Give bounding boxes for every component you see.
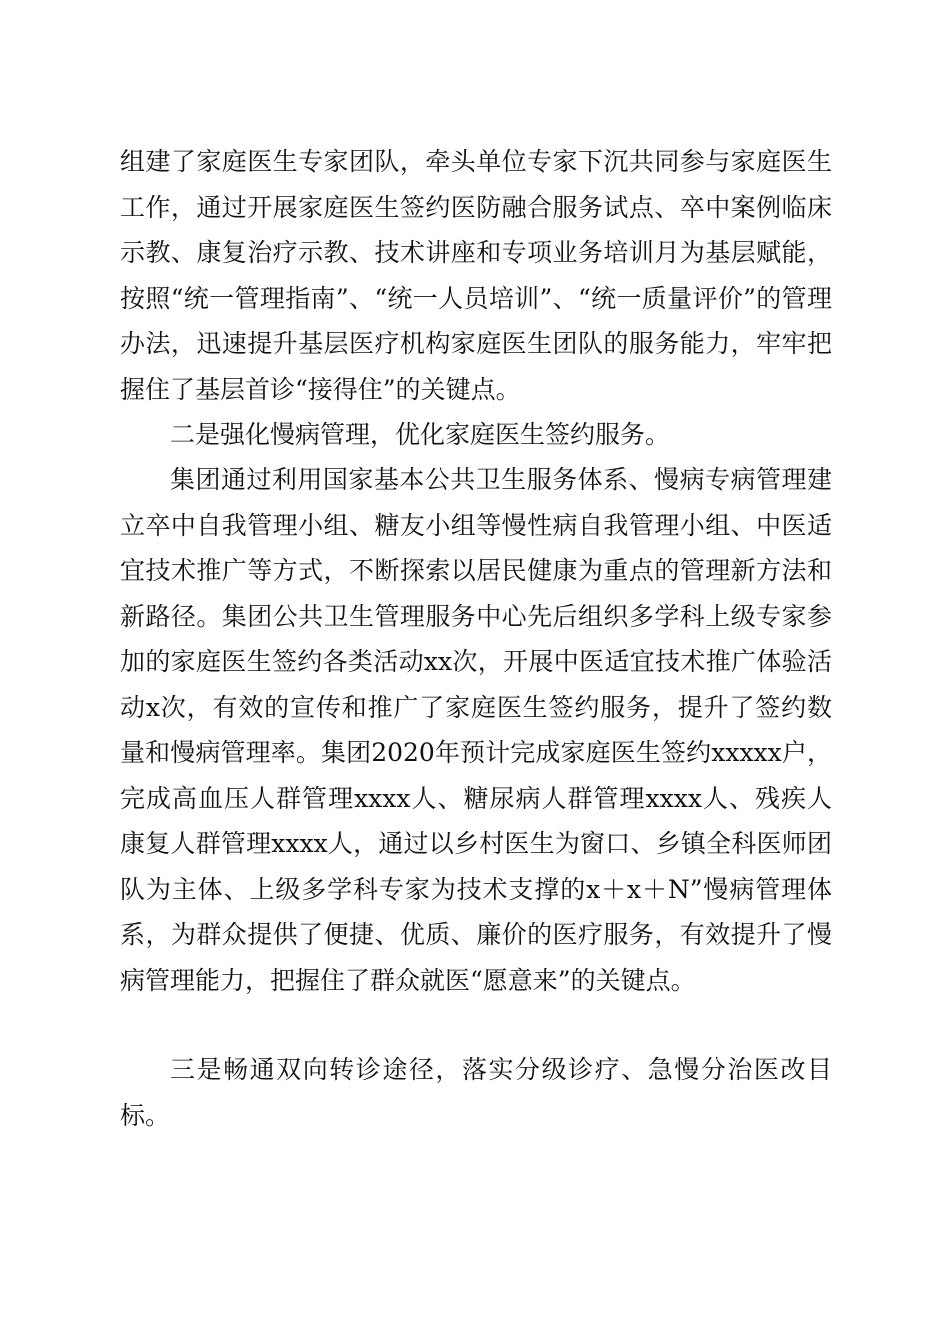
- paragraph-heading-chronic-disease: 二是强化慢病管理，优化家庭医生签约服务。: [170, 420, 671, 449]
- paragraph-chronic-disease-management: 集团通过利用国家基本公共卫生服务体系、慢病专病管理建立卒中自我管理小组、糖友小组等慢性病自我管理小组、中医适宜技术推广等方式，不断探索以居民健康为重点的管理新方法和新路径。集团公共卫生管理服务中心先后组织多学科上级专家参加的家庭医生签约各类活动xx次，开展中医适宜技术推广体验活动x次，有效的宣传和推广了家庭医生签约服务，提升了签约数量和慢病管理率。集团2020年预计完成家庭医生签约xxxxx户，完成高血压人群管理xxxx人、糖尿病人群管理xxxx人、残疾人康复人群管理xxxx人，通过以乡村医生为窗口、乡镇全科医师团队为主体、上级多学科专家为技术支撑的x＋x＋N”慢病管理体系，为群众提供了便捷、优质、廉价的医疗服务，有效提升了慢病管理能力，把握住了群众就医“愿意来”的关键点。: [120, 465, 832, 995]
- paragraph-heading-referral: 三是畅通双向转诊途径，落实分级诊疗、急慢分治医改目标。: [120, 1055, 832, 1130]
- paragraph-expert-team: 组建了家庭医生专家团队，牵头单位专家下沉共同参与家庭医生工作，通过开展家庭医生签约医防融合服务试点、卒中案例临床示教、康复治疗示教、技术讲座和专项业务培训月为基层赋能，按照“统一管理指南”、“统一人员培训”、“统一质量评价”的管理办法，迅速提升基层医疗机构家庭医生团队的服务能力，牢牢把握住了基层首诊“接得住”的关键点。: [120, 147, 832, 404]
